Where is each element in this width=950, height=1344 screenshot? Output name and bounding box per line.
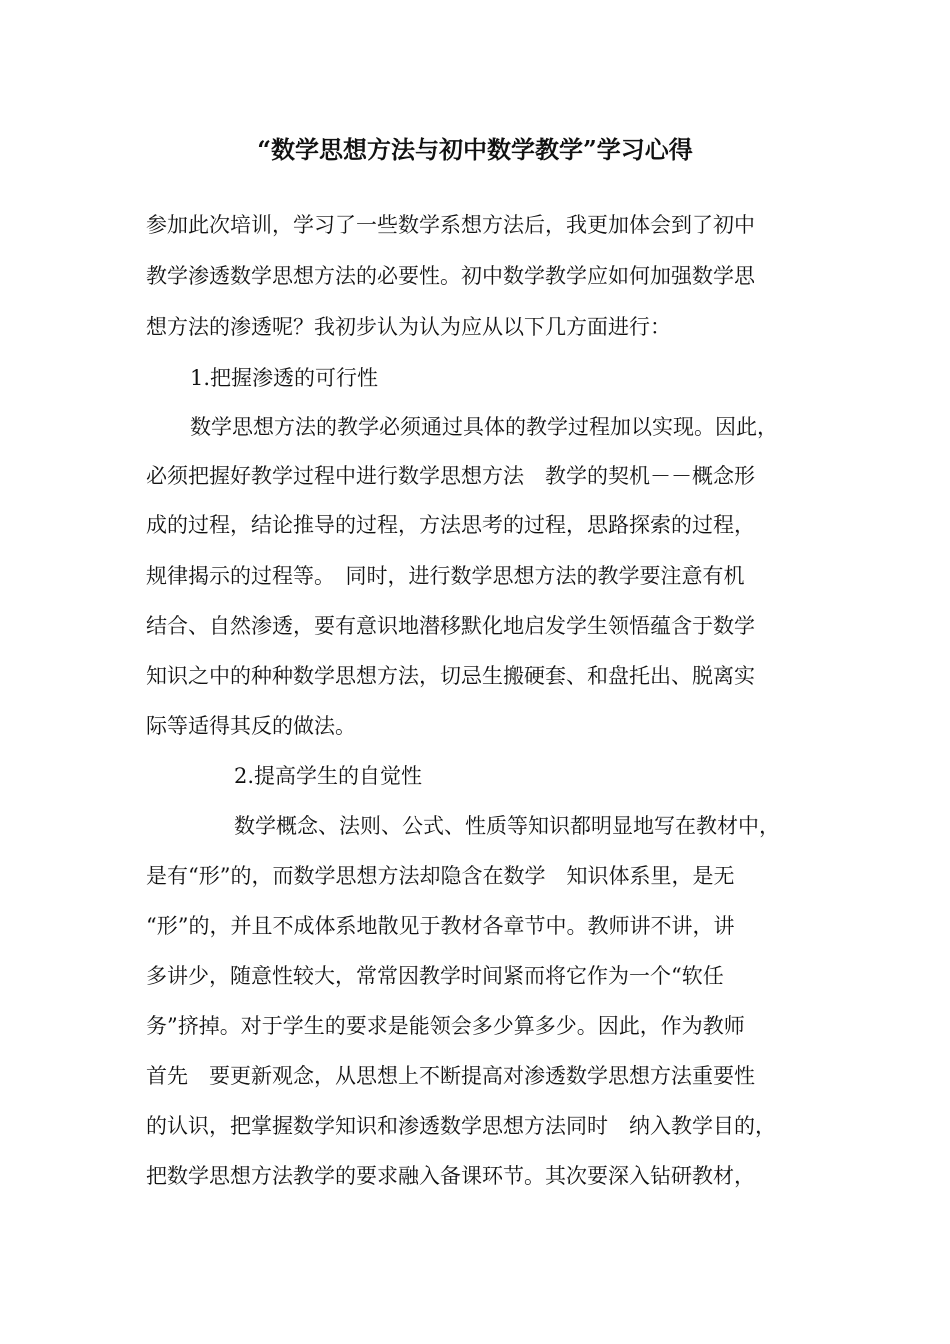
paragraph-line: 的认识，把掌握数学知识和渗透数学思想方法同时 纳入教学目的， — [146, 1114, 776, 1138]
paragraph-line: 务”挤掉。对于学生的要求是能领会多少算多少。因此，作为教师 — [146, 1014, 745, 1038]
paragraph-line: 首先 要更新观念，从思想上不断提高对渗透数学思想方法重要性 — [146, 1064, 755, 1088]
paragraph-line: 教学渗透数学思想方法的必要性。初中数学教学应如何加强数学思 — [146, 264, 755, 288]
paragraph-line: 把数学思想方法教学的要求融入备课环节。其次要深入钻研教材， — [146, 1164, 755, 1188]
paragraph-line: 多讲少，随意性较大，常常因教学时间紧而将它作为一个“软任 — [146, 964, 724, 988]
section-heading: 2.提高学生的自觉性 — [234, 764, 423, 788]
paragraph-line: 规律揭示的过程等。 同时，进行数学思想方法的教学要注意有机 — [146, 564, 745, 588]
paragraph-line: 数学思想方法的教学必须通过具体的教学过程加以实现。因此， — [190, 415, 778, 439]
document-title: “数学思想方法与初中数学教学”学习心得 — [257, 135, 693, 164]
paragraph-line: 参加此次培训，学习了一些数学系想方法后，我更加体会到了初中 — [146, 213, 755, 237]
paragraph-line: 成的过程，结论推导的过程，方法思考的过程，思路探索的过程， — [146, 513, 755, 537]
paragraph-line: 数学概念、法则、公式、性质等知识都明显地写在教材中， — [234, 814, 780, 838]
section-heading: 1.把握渗透的可行性 — [190, 366, 379, 390]
paragraph-line: 想方法的渗透呢？我初步认为认为应从以下几方面进行： — [146, 315, 671, 339]
paragraph-line: 知识之中的种种数学思想方法，切忌生搬硬套、和盘托出、脱离实 — [146, 664, 755, 688]
paragraph-line: 是有“形”的，而数学思想方法却隐含在数学 知识体系里，是无 — [146, 864, 735, 888]
paragraph-line: 际等适得其反的做法。 — [146, 714, 356, 738]
paragraph-line: “形”的，并且不成体系地散见于教材各章节中。教师讲不讲，讲 — [146, 914, 735, 938]
paragraph-line: 必须把握好教学过程中进行数学思想方法 教学的契机－－概念形 — [146, 464, 755, 488]
paragraph-line: 结合、自然渗透，要有意识地潜移默化地启发学生领悟蕴含于数学 — [146, 614, 755, 638]
